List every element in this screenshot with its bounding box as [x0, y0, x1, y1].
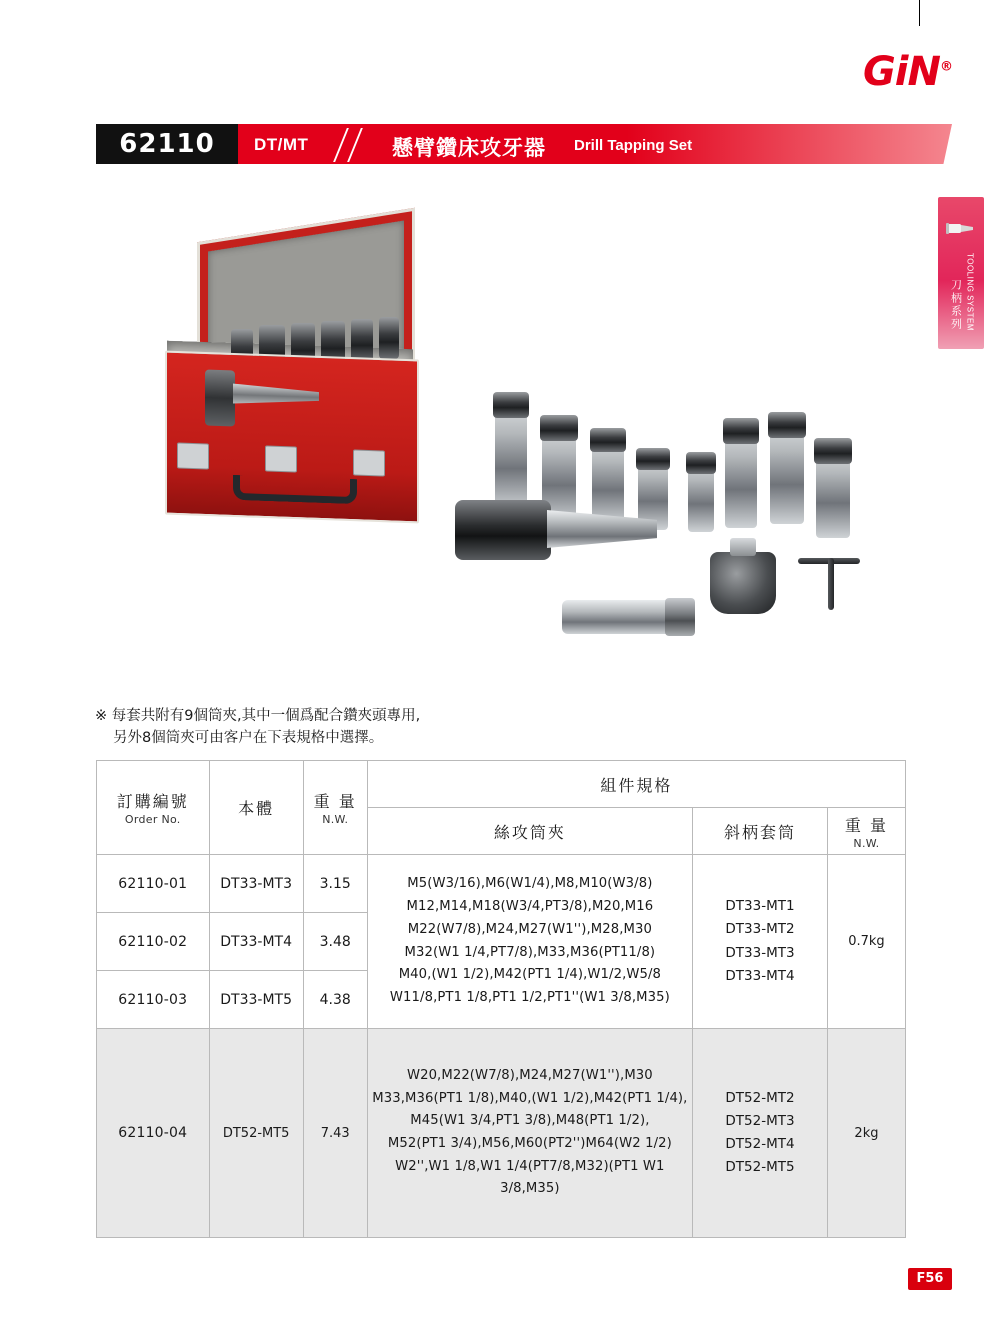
- cell-tap-collets: [367, 855, 692, 1029]
- tap-collet-head: [493, 392, 529, 418]
- case-latch: [265, 445, 297, 472]
- drill-chuck-body: [710, 552, 776, 614]
- header-order-no-en: Order No.: [124, 813, 181, 826]
- header-sleeve-weight-en: N.W.: [853, 836, 880, 850]
- header-assembly-spec: [367, 761, 905, 808]
- cell-body: DT33-MT3: [209, 855, 303, 913]
- tap-collet-line: W2'',W1 1/8,W1 1/4(PT7/8,M32)(PT1 W1 3/8,M35): [395, 1158, 665, 1197]
- tap-collet-line: M33,M36(PT1 1/8),M40,(W1 1/2),M42(PT1 1/4),: [372, 1090, 688, 1106]
- header-sleeve-weight-cn: 重 量: [844, 815, 888, 835]
- tap-collet-head: [636, 448, 670, 470]
- tap-collet-head: [723, 418, 759, 444]
- taper-sleeve-line: DT33-MT2: [725, 921, 795, 938]
- header-weight-en: N.W.: [322, 813, 349, 826]
- tap-collet-head: [590, 428, 626, 452]
- cell-nw: 3.48: [303, 913, 367, 971]
- cell-order-no: 62110-03: [97, 971, 210, 1029]
- cell-taper-sleeves: [693, 855, 828, 1029]
- tap-collet-head: [540, 415, 578, 441]
- cell-sleeve-weight: 2kg: [827, 1029, 905, 1238]
- header-taper-sleeve: [693, 808, 828, 855]
- table-header-row-1: [97, 761, 906, 808]
- header-sleeve-weight: [827, 808, 905, 855]
- case-latch: [353, 449, 385, 476]
- brand-logo: [862, 49, 952, 95]
- cell-nw: 3.15: [303, 855, 367, 913]
- tapping-head-body: [455, 500, 551, 560]
- crop-mark: [919, 0, 920, 26]
- cell-body: DT33-MT4: [209, 913, 303, 971]
- table-row: [97, 855, 906, 913]
- cell-order-no: 62110-01: [97, 855, 210, 913]
- product-title-en: Drill Tapping Set: [574, 137, 693, 154]
- case-latch: [177, 442, 209, 469]
- header-order-no: [97, 761, 210, 855]
- chuck-key-shaft: [828, 558, 834, 610]
- order-code: 62110: [119, 129, 215, 159]
- cell-body: DT52-MT5: [209, 1029, 303, 1238]
- cell-order-no: 62110-04: [97, 1029, 210, 1238]
- cell-body: DT33-MT5: [209, 971, 303, 1029]
- tap-collet-line: M45(W1 3/4,PT1 3/8),M48(PT1 1/2),: [410, 1113, 650, 1129]
- chevron-right-icon: [336, 128, 376, 160]
- morse-taper-shank: [547, 510, 657, 548]
- page-number-badge: F56: [908, 1268, 952, 1290]
- taper-sleeve-line: DT52-MT3: [725, 1112, 795, 1129]
- header-order-no-cn: 訂購編號: [116, 792, 189, 811]
- specification-table: [96, 760, 906, 1238]
- taper-sleeve-line: DT52-MT4: [725, 1136, 795, 1152]
- taper-sleeve-collar: [665, 598, 695, 636]
- tap-collet-line: M40,(W1 1/2),M42(PT1 1/4),W1/2,W5/8: [398, 967, 662, 983]
- header-tap-collet-cn: 絲攻筒夾: [493, 822, 566, 842]
- header-weight-cn: 重 量: [313, 792, 357, 811]
- sidebar-tab-label-en: TOOLING SYSTEM: [965, 253, 975, 331]
- drill-chuck-jaws: [730, 538, 756, 556]
- case-main-body-tool: [205, 369, 235, 426]
- cell-order-no: 62110-02: [97, 913, 210, 971]
- product-case-image: [135, 225, 435, 555]
- tap-collet-line: W20,M22(W7/8),M24,M27(W1''),M30: [406, 1067, 653, 1083]
- tap-collet-head: [768, 412, 806, 438]
- main-tapping-head: [455, 500, 675, 570]
- registered-mark: ®: [940, 59, 952, 75]
- footnote-line-1: ※ 每套共附有9個筒夾,其中一個爲配合鑽夾頭專用,: [95, 708, 421, 724]
- case-collet: [379, 317, 399, 359]
- tap-collet-line: W11/8,PT1 1/8,PT1 1/2,PT1''(W1 3/8,M35): [389, 989, 670, 1005]
- taper-sleeve-line: DT33-MT3: [725, 944, 795, 961]
- sidebar-tab-labels: [938, 253, 984, 336]
- header-weight: [303, 761, 367, 855]
- product-title-cn: 懸臂鑽床攻牙器: [392, 136, 546, 160]
- cell-nw: 7.43: [303, 1029, 367, 1238]
- header-taper-sleeve-cn: 斜柄套筒: [723, 822, 796, 842]
- sidebar-tab-tooling-system: [938, 197, 984, 349]
- taper-sleeve-line: DT52-MT2: [725, 1089, 795, 1106]
- cell-taper-sleeves: [693, 1029, 828, 1238]
- header-body-cn: 本體: [238, 799, 275, 818]
- product-header-band: [96, 124, 952, 164]
- tap-collet-line: M22(W7/8),M24,M27(W1''),M28,M30: [407, 921, 652, 937]
- tap-collet-line: M12,M14,M18(W3/4,PT3/8),M20,M16: [406, 899, 654, 915]
- cell-nw: 4.38: [303, 971, 367, 1029]
- footnote-line-2: 另外8個筒夾可由客户在下表規格中選擇。: [113, 730, 384, 747]
- taper-sleeve-line: DT33-MT4: [725, 967, 795, 984]
- header-body: [209, 761, 303, 855]
- table-row: [97, 1029, 906, 1238]
- brand-logo-text: GiN: [862, 49, 940, 95]
- tap-collet-head: [814, 438, 852, 464]
- tap-collet-line: M32(W1 1/4,PT7/8),M33,M36(PT11/8): [404, 944, 656, 960]
- cell-tap-collets: [367, 1029, 692, 1238]
- taper-sleeve-line: DT52-MT5: [725, 1159, 795, 1176]
- footnote: [95, 705, 695, 750]
- tap-collet-line: M52(PT1 3/4),M56,M60(PT2'')M64(W2 1/2): [387, 1136, 672, 1151]
- tool-holder-icon: [944, 211, 978, 245]
- tap-collet-head: [686, 452, 716, 474]
- product-photo: [110, 200, 900, 670]
- product-type: DT/MT: [254, 135, 309, 154]
- header-assembly-spec-cn: 組件規格: [600, 775, 673, 795]
- taper-sleeve-line: DT33-MT1: [725, 898, 795, 915]
- sidebar-tab-label-cn: 刀柄系列: [949, 278, 962, 331]
- cell-sleeve-weight: 0.7kg: [827, 855, 905, 1029]
- tap-collet-line: M5(W3/16),M6(W1/4),M8,M10(W3/8): [407, 876, 653, 892]
- header-tap-collet: [367, 808, 692, 855]
- case-handle: [233, 475, 357, 504]
